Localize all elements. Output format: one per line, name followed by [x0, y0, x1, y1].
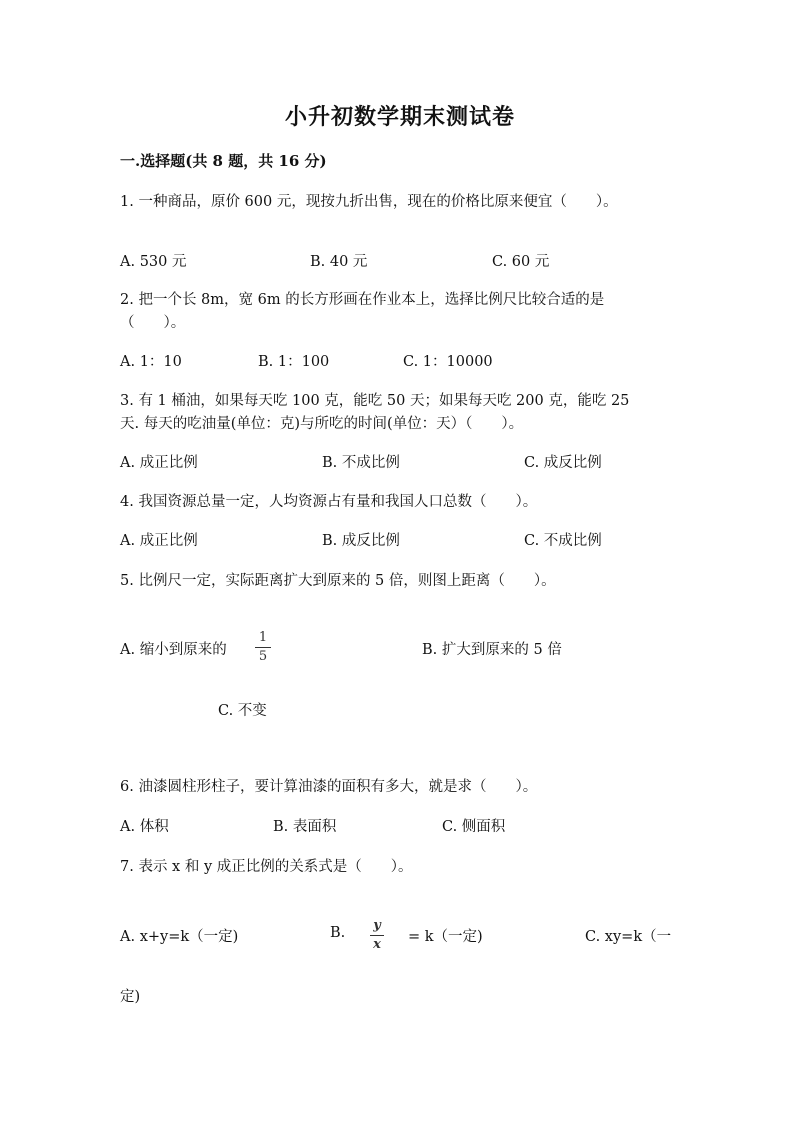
- question-4-option-c: C. 不成比例: [524, 533, 602, 549]
- question-5-text: 5. 比例尺一定，实际距离扩大到原来的 5 倍，则图上距离（ ）。: [120, 573, 556, 589]
- question-1-text: 1. 一种商品，原价 600 元，现按九折出售，现在的价格比原来便宜（ ）。: [120, 194, 618, 210]
- question-3-option-b: B. 不成比例: [322, 455, 400, 471]
- question-1-option-a: A. 530 元: [120, 254, 187, 270]
- question-1-option-b: B. 40 元: [310, 254, 368, 270]
- fraction-denominator: x: [373, 937, 381, 952]
- question-5-fraction: [255, 631, 271, 664]
- question-3-text-line-1: 3. 有 1 桶油，如果每天吃 100 克，能吃 50 天；如果每天吃 200 克，能吃 25: [120, 393, 630, 409]
- question-3-text-line-2: 天. 每天的吃油量(单位：克)与所吃的时间(单位：天）（ ）。: [120, 416, 524, 432]
- question-7-option-b-label: B.: [330, 925, 346, 941]
- question-2-option-c: C. 1：10000: [403, 354, 493, 370]
- question-2-text-line-2: （ ）。: [120, 315, 186, 331]
- question-2-text-line-1: 2. 把一个长 8m，宽 6m 的长方形画在作业本上，选择比例尺比较合适的是: [120, 292, 605, 308]
- fraction-numerator: y: [373, 918, 381, 933]
- question-2-option-b: B. 1：100: [258, 354, 330, 370]
- question-4-text: 4. 我国资源总量一定，人均资源占有量和我国人口总数（ ）。: [120, 494, 538, 510]
- question-6-option-b: B. 表面积: [273, 819, 337, 835]
- page-title: 小升初数学期末测试卷: [284, 104, 515, 130]
- section-heading: 一.选择题(共 8 题，共 16 分): [120, 152, 327, 170]
- question-1-option-c: C. 60 元: [492, 254, 550, 270]
- question-5-option-b: B. 扩大到原来的 5 倍: [422, 642, 562, 658]
- question-6-text: 6. 油漆圆柱形柱子，要计算油漆的面积有多大，就是求（ ）。: [120, 779, 538, 795]
- question-5-option-c: C. 不变: [218, 703, 267, 719]
- fraction-denominator: 5: [258, 649, 268, 664]
- question-7-fraction: [370, 919, 384, 952]
- question-7-option-a: A. x+y=k（一定): [120, 929, 239, 945]
- question-6-option-c: C. 侧面积: [442, 819, 506, 835]
- question-7-text: 7. 表示 x 和 y 成正比例的关系式是（ ）。: [120, 859, 413, 875]
- question-7-option-c-wrap: 定): [120, 989, 141, 1005]
- question-7-option-c: C. xy=k（一: [585, 929, 672, 945]
- fraction-bar: [255, 647, 271, 648]
- question-4-option-b: B. 成反比例: [322, 533, 400, 549]
- question-3-option-a: A. 成正比例: [120, 455, 198, 471]
- question-3-option-c: C. 成反比例: [524, 455, 602, 471]
- question-4-option-a: A. 成正比例: [120, 533, 198, 549]
- question-7-option-b-rest: = k（一定): [408, 929, 483, 945]
- fraction-numerator: 1: [258, 630, 268, 645]
- question-5-option-a: A. 缩小到原来的: [120, 642, 227, 658]
- question-6-option-a: A. 体积: [120, 819, 169, 835]
- fraction-bar: [370, 935, 384, 936]
- question-2-option-a: A. 1：10: [120, 354, 182, 370]
